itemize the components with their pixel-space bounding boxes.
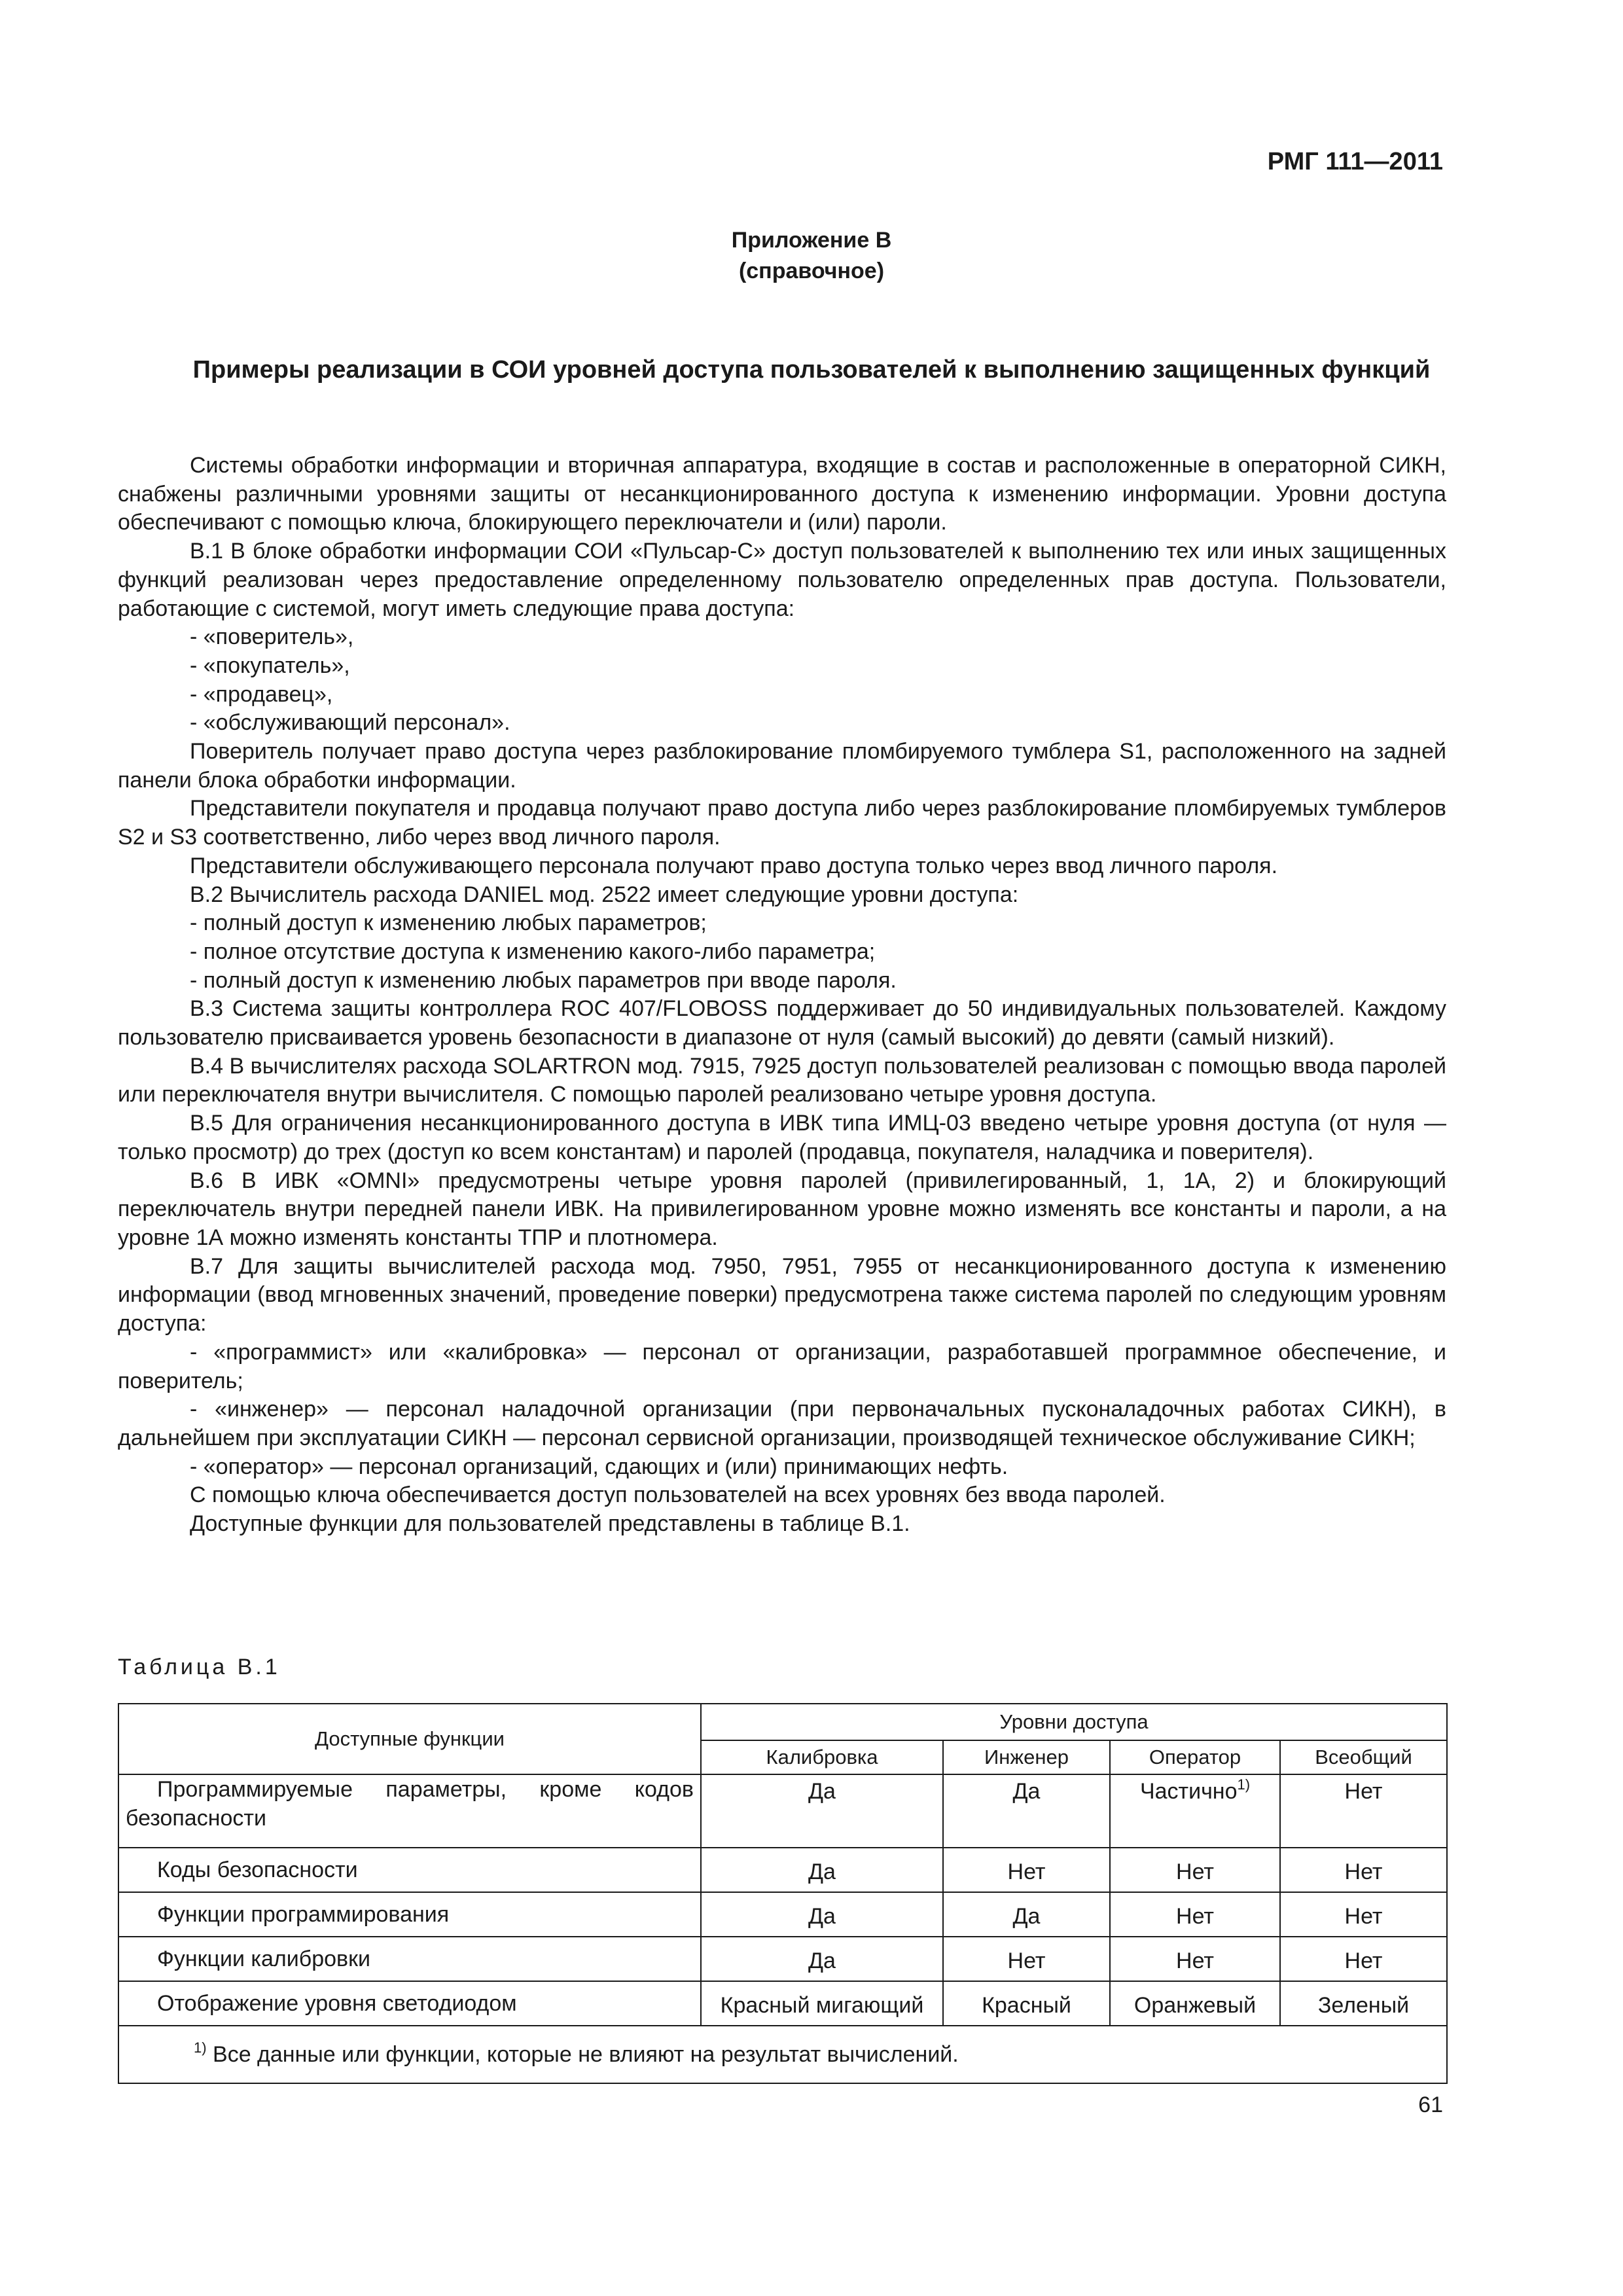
value-cell: Нет — [1110, 1892, 1280, 1937]
paragraph: В.4 В вычислителях расхода SOLARTRON мод. 7915, 7925 доступ пользователей реализован с помощью ввода паролей или переключателя внутри вычислителя. С помощью паролей реализовано четыре уровня доступа. — [118, 1053, 1446, 1107]
footnote-text: Все данные или функции, которые не влияют на результат вычислений. — [213, 2041, 959, 2067]
header-access-levels: Уровни доступа — [701, 1704, 1447, 1740]
value-cell: Нет — [1280, 1892, 1447, 1937]
table-row — [118, 1892, 1447, 1937]
value-cell: Нет — [943, 1937, 1110, 1981]
page-number: 61 — [1418, 2092, 1443, 2117]
value-cell: Красный мигающий — [701, 1981, 943, 2026]
value-cell — [1110, 1774, 1280, 1848]
value-cell: Да — [701, 1848, 943, 1892]
main-title: Примеры реализации в СОИ уровней доступа пользователей к выполнению защищенных функций — [192, 356, 1431, 384]
value-cell: Да — [701, 1937, 943, 1981]
table-row — [118, 1937, 1447, 1981]
header-level-operator: Оператор — [1110, 1740, 1280, 1774]
appendix-title: Приложение В — [731, 228, 892, 253]
paragraph: В.3 Система защиты контроллера ROC 407/FLOBOSS поддерживает до 50 индивидуальных пользователей. Каждому пользователю присваивается уровень безопасности в диапазоне от нуля (самый высокий) до девяти (самый низкий). — [118, 996, 1446, 1050]
function-cell: Отображение уровня светодиодом — [118, 1981, 701, 2026]
value-cell: Нет — [1280, 1848, 1447, 1892]
function-cell: Коды безопасности — [118, 1848, 701, 1892]
paragraph: Представители обслуживающего персонала получают право доступа только через ввод личного пароля. — [190, 853, 1278, 878]
body-text — [118, 452, 1446, 1539]
appendix-subtitle: (справочное) — [738, 259, 885, 283]
value-cell: Красный — [943, 1981, 1110, 2026]
list-item: - «оператор» — персонал организаций, сдающих и (или) принимающих нефть. — [190, 1454, 1008, 1479]
table-footnote-row — [118, 2026, 1447, 2083]
table-row — [118, 1774, 1447, 1848]
value-cell: Нет — [943, 1848, 1110, 1892]
table-caption: Таблица В.1 — [118, 1655, 281, 1679]
value-cell: Нет — [1110, 1848, 1280, 1892]
value-cell: Нет — [1110, 1937, 1280, 1981]
function-cell: Функции программирования — [118, 1892, 701, 1937]
value-cell: Да — [701, 1892, 943, 1937]
value-cell: Да — [943, 1774, 1110, 1848]
footnote-mark: 1) — [194, 2039, 207, 2056]
value-cell: Зеленый — [1280, 1981, 1447, 2026]
paragraph: В.7 Для защиты вычислителей расхода мод. 7950, 7951, 7955 от несанкционированного доступа к изменению информации (ввод мгновенных значений, проведение поверки) предусмотрена также система паролей по следующим уровням доступа: — [118, 1253, 1446, 1336]
list-item: - «поверитель», — [190, 624, 354, 650]
list-item: - полный доступ к изменению любых параметров; — [190, 910, 707, 936]
access-levels-table — [118, 1703, 1448, 2084]
footnote-mark: 1) — [1237, 1776, 1251, 1793]
paragraph: В.5 Для ограничения несанкционированного доступа в ИВК типа ИМЦ-03 введено четыре уровня доступа (от нуля — только просмотр) до трех (доступ ко всем константам) и паролей (продавца, покупателя, наладчика и поверителя). — [118, 1111, 1446, 1164]
paragraph: Представители покупателя и продавца получают право доступа либо через разблокирование пломбируемых тумблеров S2 и S3 соответственно, либо через ввод личного пароля. — [118, 796, 1446, 850]
value-cell: Нет — [1280, 1774, 1447, 1848]
document-code: РМГ 111—2011 — [1267, 148, 1443, 175]
list-item: - полный доступ к изменению любых параметров при вводе пароля. — [190, 967, 897, 993]
paragraph: В.1 В блоке обработки информации СОИ «Пульсар-С» доступ пользователей к выполнению тех или иных защищенных функций реализован через предоставление определенному пользователю определенных прав доступа. Пользователи, работающие с системой, могут иметь следующие права доступа: — [118, 539, 1446, 621]
list-item: - «инженер» — персонал наладочной организации (при первоначальных пусконаладочных работах СИКН), в дальнейшем при эксплуатации СИКН — персонал сервисной организации, производящей техническое обслуживание СИКН; — [118, 1397, 1446, 1450]
table-footnote — [118, 2026, 1447, 2083]
list-item: - «продавец», — [190, 681, 333, 707]
list-item: - «покупатель», — [190, 653, 350, 678]
value-cell: Да — [701, 1774, 943, 1848]
paragraph: С помощью ключа обеспечивается доступ пользователей на всех уровнях без ввода паролей. — [190, 1482, 1166, 1508]
list-item: - «обслуживающий персонал». — [190, 710, 510, 736]
value-cell: Да — [943, 1892, 1110, 1937]
table-row — [118, 1981, 1447, 2026]
table-row — [118, 1848, 1447, 1892]
paragraph: В.2 Вычислитель расхода DANIEL мод. 2522 имеет следующие уровни доступа: — [190, 882, 1019, 907]
value-cell: Нет — [1280, 1937, 1447, 1981]
header-level-general: Всеобщий — [1280, 1740, 1447, 1774]
header-level-engineer: Инженер — [943, 1740, 1110, 1774]
paragraph: Поверитель получает право доступа через разблокирование пломбируемого тумблера S1, расположенного на задней панели блока обработки информации. — [118, 739, 1446, 793]
value-cell: Оранжевый — [1110, 1981, 1280, 2026]
paragraph: В.6 В ИВК «OMNI» предусмотрены четыре уровня паролей (привилегированный, 1, 1А, 2) и блокирующий переключатель внутри передней панели ИВК. На привилегированном уровне можно изменять все константы и пароли, а на уровне 1А можно изменять константы ТПР и плотномера. — [118, 1168, 1446, 1250]
header-functions: Доступные функции — [118, 1704, 701, 1774]
list-item: - «программист» или «калибровка» — персонал от организации, разработавшей программное обеспечение, и поверитель; — [118, 1339, 1446, 1393]
header-level-calibration: Калибровка — [701, 1740, 943, 1774]
function-cell: Функции калибровки — [118, 1937, 701, 1981]
paragraph: Доступные функции для пользователей представлены в таблице В.1. — [190, 1511, 910, 1537]
paragraph: Системы обработки информации и вторичная аппаратура, входящие в состав и расположенные в операторной СИКН, снабжены различными уровнями защиты от несанкционированного доступа к изменению информации. Уровни доступа обеспечивают с помощью ключа, блокирующего переключатели и (или) пароли. — [118, 453, 1446, 535]
value-text: Частично — [1139, 1779, 1238, 1804]
list-item: - полное отсутствие доступа к изменению какого-либо параметра; — [190, 939, 876, 964]
function-cell: Программируемые параметры, кроме кодов безопасности — [118, 1774, 701, 1848]
